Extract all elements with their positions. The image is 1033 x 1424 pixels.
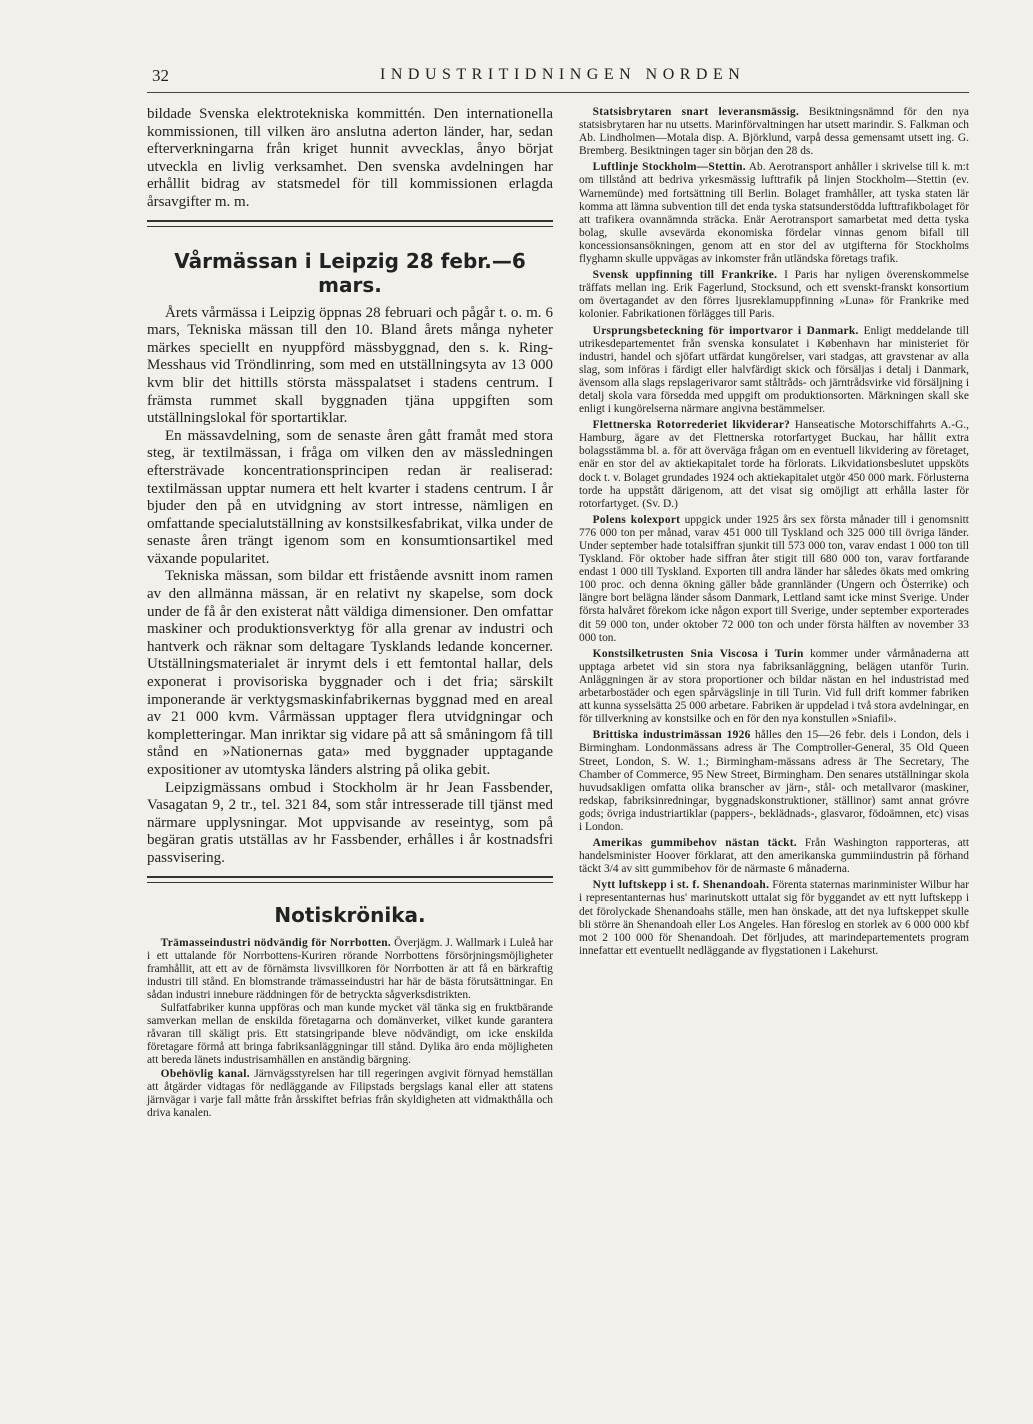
notice-title: Flettnerska Rotorrederiet likviderar? — [592, 419, 791, 432]
notice-text: Besiktningsnämnd för den nya statsisbrytaren har nu utsetts. Marinförvaltningen har utsett marindir. S. Falkman och Ab. Lindholmen—Motala disp. A. Björklund, varpå dessa gemensamt utsett ing. G. Bremberg. Besiktningen tager sin början den 28 ds. — [579, 106, 969, 158]
notice-text: kommer under vårmånaderna att upptaga arbetet vid sin stora nya fabriksanläggning, belägen utanför Turin. Anläggningen är av stora proportioner och bildar nästan en hel industristad med arbetarbostäder och egen spårvägslinje in till Turin. Vid full drift kommer fabriken att kunna sysselsätta 25 000 arbetare. Fabriken är uppdelad i två stora avdelningar, en för tillverkning av konstsilke och en för den nya konstullen »Sniafil». — [579, 647, 969, 726]
page-number: 32 — [152, 66, 169, 85]
notice-title: Brittiska industrimässan 1926 — [592, 729, 751, 742]
notice-item — [579, 419, 969, 511]
notice-text-continued: Sulfatfabriker kunna uppföras och man kunde mycket väl tänka sig en fruktbärande samverkan mellan de enskilda företagarna och domänverket, vilket kunde garantera råvaran till skäligt pris. Ett statsingripande bleve nödvändigt, om icke enskilda företagare förmå att bringa fabriksanläggningar till stånd. Dylika äro enda möjligheten att bereda länets industrisamhällen en anständig bärgning. — [147, 1002, 553, 1067]
left-column — [147, 106, 553, 1120]
notice-item — [579, 514, 969, 645]
notice-item — [579, 269, 969, 321]
varmassan-paragraph: En mässavdelning, som de senaste åren gått framåt med stora steg, är textilmässan, i fråga om vilken den av mässledningen eftersträvade koncentrationsprincipen redan är realiserad: textilmässan upptar numera ett helt kvarter i stadens centrum. I år bjuder den på en utvidgning av stort intresse, nämligen en omfattande specialutställning av konstsilkesfabrikat, vilka under de senaste åren trängt igenom som en konsumtionsartikel med växande popularitet. — [147, 427, 553, 567]
notice-text: Överjägm. J. Wallmark i Luleå har i ett uttalande för Norrbottens-Kuriren rörande Norrbottens försörjningsmöjligheter framhållit, att ett av de förnämsta livsvillkoren för Norrbotten är att få en bärkraftig industri till stånd. En blomstrande trämasseindustri har här de bästa förutsättningar. En sådan industri innebure räddningen för de betryckta sågverksdistrikten. — [147, 936, 553, 1001]
header-rule — [147, 92, 969, 93]
notice-item — [147, 1068, 553, 1120]
varmassan-heading: Vårmässan i Leipzig 28 febr.—6 mars. — [174, 248, 526, 297]
notice-item — [579, 879, 969, 958]
notice-item — [579, 161, 969, 266]
notice-text: Enligt meddelande till utrikesdepartementet från svenska konsulatet i København har ministeriet för industri, handel och sjöfart utfärdat kungörelser, vari stadgas, att gravstenar av alla slag, som införas i färdigt eller halvfärdigt skick och försäljas i detalj i Danmark, ävensom alla slags repslagerivaror samt ståltråds- och järntrådsvirke vid försäljning i detalj skola vara försedda med uppgift om produktionsorten. Märkningen skall ske enligt i kungörelserna närmare angivna bestämmelser. — [579, 324, 969, 416]
notice-item — [147, 937, 553, 1002]
notice-text: Hanseatische Motorschiffahrts A.-G., Hamburg, ägare av det Flettnerska rotorfartyget Buckau, har hållit extra bolagsstämma bl. a. för att överväga frågan om en eventuell likvidering av företaget, enär en stor del av aktiekapitalet torde ha förlorats. Likvidationsbeslutet uppsköts dock t. v. Bolaget grundades 1924 och aktiekapitalet utgör 450 000 mark. Förlusterna torde ha uppstått därigenom, att det visat sig omöjligt att erhålla laster för rotorfartyget. (Sv. D.) — [579, 419, 969, 510]
notice-item — [579, 837, 969, 876]
section-divider — [147, 220, 553, 227]
notiskronika-heading: Notiskrönika. — [274, 902, 426, 927]
notice-text: uppgick under 1925 års sex första månader till i genomsnitt 776 000 ton per månad, varav 451 000 till Tyskland och 325 000 till övriga länder. Under september hade totalsiffran sjunkit till 573 000 ton, varav endast 1 000 ton till Tyskland. För oktober hade siffran åter stigit till 680 000 ton, varav fortfarande endast 1 000 till Tyskland. Exporten till andra länder har således ökats med omkring 100 proc. och denna ökning gäller både grannländer (Ungern och Österrike) och längre bort belägna länder såsom Danmark, Lettland samt icke minst Sverige. Under första halvåret förekom icke någon export till Sverige, under september exporterades dit 59 000 ton, under oktober 72 000 ton och under första hälften av november 33 000 ton. — [579, 513, 969, 644]
notice-text: hålles den 15—26 febr. dels i London, dels i Birmingham. Londonmässans adress är The Comptroller-General, 35 Old Queen Street, London, S. W. 1.; Birmingham-mässans adress är The Secretary, The Chamber of Commerce, 95 New Street, Birmingham. Den senares utställningar skola huvudsakligen omfatta olika branscher av järn-, stål- och metallvaror (maskiner, redskap, fabriksinredningar, byggnadskonstruktioner, ställinor) samt annat gróvre gods; övriga industriartiklar (pappers-, beklädnads-, glasvaror, födoämnen, etc) visas i London. — [579, 729, 969, 833]
notice-title: Ursprungsbeteckning för importvaror i Danmark. — [592, 324, 859, 337]
running-title: INDUSTRITIDNINGEN NORDEN — [380, 66, 746, 83]
notice-title: Trämasseindustri nödvändig för Norrbotten. — [160, 936, 392, 949]
notice-title: Svensk uppfinning till Frankrike. — [592, 269, 778, 282]
varmassan-paragraph: Årets vårmässa i Leipzig öppnas 28 februari och pågår t. o. m. 6 mars, Tekniska mässan till den 10. Bland årets många nyheter märkes speciellt en nyuppförd mässbyggnad, den s. k. Ring-Messhaus vid Tröndlinring, som med en utställningsyta av 13 000 kvm blir det hittills största mässpalatset i stadens centrum. I främsta rummet skall byggnaden tjäna uppgiften som utställningslokal för sportartiklar. — [147, 304, 553, 427]
notice-text: Järnvägsstyrelsen har till regeringen avgivit förnyad hemställan att åtgärder vidtagas för nedläggande av Filipstads bergslags kanal eller att statens järnvägar i varje fall måtte från årsskiftet befrias från skyldigheten att vidmakthålla och driva kanalen. — [147, 1067, 553, 1119]
notice-text: Förenta staternas marinminister Wilbur har i representanternas hus' marinutskott uttalat sig för byggandet av ett nytt luftskepp i det förolyckade Shenandoahs ställe, men han önskade, att det nya luftskeppet skulle bli större än Shenandoah eller Los Angeles. Han föreslog en storlek av 6 000 000 kbf mot 2 100 000 för Shenandoah. Det förljudes, att marindepartementets program innefattar ett eventuellt nedläggande av flygstationen i Lakehurst. — [579, 879, 969, 957]
notice-title: Statsisbrytaren snart leveransmässig. — [592, 106, 800, 118]
notice-item — [579, 729, 969, 834]
notice-title: Konstsilketrusten Snia Viscosa i Turin — [592, 647, 804, 660]
notice-title: Nytt luftskepp i st. f. Shenandoah. — [592, 879, 770, 892]
notice-item — [579, 648, 969, 727]
notice-text: Ab. Aerotransport anhåller i skrivelse till k. m:t om tillstånd att bedriva yrkesmässig lufttrafik på linjen Stockholm—Stettin (ev. Warnemünde) med fortsättning till Berlin. Bolaget framhåller, att tyska staten lär komma att lämna subvention till det enda tyska statsunderstödda lufttrafikbolaget för att trafikera ovannämnda sträcka. Enär Aerotransport samarbetat med detta tyska bolag, skulle avsevärda ekonomiska fördelar vinnas genom bifall till koncessionsansökningen, genom att en stor del av utgifterna för Stockholms flyghamn skulle uppvägas av inkomster från utländska företags trafik. — [579, 161, 970, 266]
notice-title: Luftlinje Stockholm—Stettin. — [592, 161, 746, 174]
notice-title: Polens kolexport — [592, 513, 681, 526]
notice-item — [579, 106, 969, 158]
section-divider — [147, 876, 553, 883]
notice-title: Obehövlig kanal. — [160, 1067, 250, 1080]
notice-text: Från Washington rapporteras, att handelsminister Hoover förklarat, att den amerikanska gummiindustrin på förhand täckt 3/4 av sitt gummibehov för de närmaste 6 månaderna. — [579, 837, 969, 876]
notice-text: I Paris har nyligen överenskommelse träffats mellan ing. Erik Fagerlund, Stocksund, och ett svenskt-franskt konsortium om övertagandet av den förres ljusreklamuppfinning »Luna» för Frankrike med kolonier. Fabrikationen förlägges till Paris. — [579, 269, 969, 321]
notice-item — [579, 325, 969, 417]
varmassan-paragraph: Leipzigmässans ombud i Stockholm är hr Jean Fassbender, Vasagatan 9, 2 tr., tel. 321 84, som står intresserade till tjänst med närmare upplysningar. Mot uppvisande av reseintyg, som på begäran gratis utställas av hr Fassbender, erhålles i år kostnadsfri passvisering. — [147, 779, 553, 866]
varmassan-paragraph: Tekniska mässan, som bildar ett fristående avsnitt inom ramen av den allmänna mässan, är en relativt ny skapelse, som dock under de få år den existerat nått väldiga dimensioner. Den omfattar maskiner och produktionsverktyg för alla grenar av industri och hantverk och räknar som deltagare Tysklands ledande koncerner. Utställningsmaterialet är inrymt dels i ett femtontal hallar, dels exponerat i provisoriska byggnader och i det fria; särskilt imponerande är verktygsmaskinfabrikernas byggnad med en areal av 21 000 kvm. Vårmässan upptager flera utvidgningar och kompletteringar. Man inriktar sig vidare på att så småningom få till stånd en »Nationernas gata» med byggnader upptagande expositioner av utomtyska länders alstring på olika gebit. — [147, 568, 553, 778]
right-column — [579, 106, 969, 961]
intro-paragraph: bildade Svenska elektrotekniska kommittén. Den internationella kommissionen, till vilken äro anslutna aderton länder, har, sedan efterverkningarna från kriget hunnit avvecklas, ånyo börjat utveckla en livlig verksamhet. Den svenska avdelningen har erhållit bidrag av statsmedel för till kommissionen erlagda årsavgifter m. m. — [147, 106, 553, 210]
notice-title: Amerikas gummibehov nästan täckt. — [592, 837, 797, 850]
